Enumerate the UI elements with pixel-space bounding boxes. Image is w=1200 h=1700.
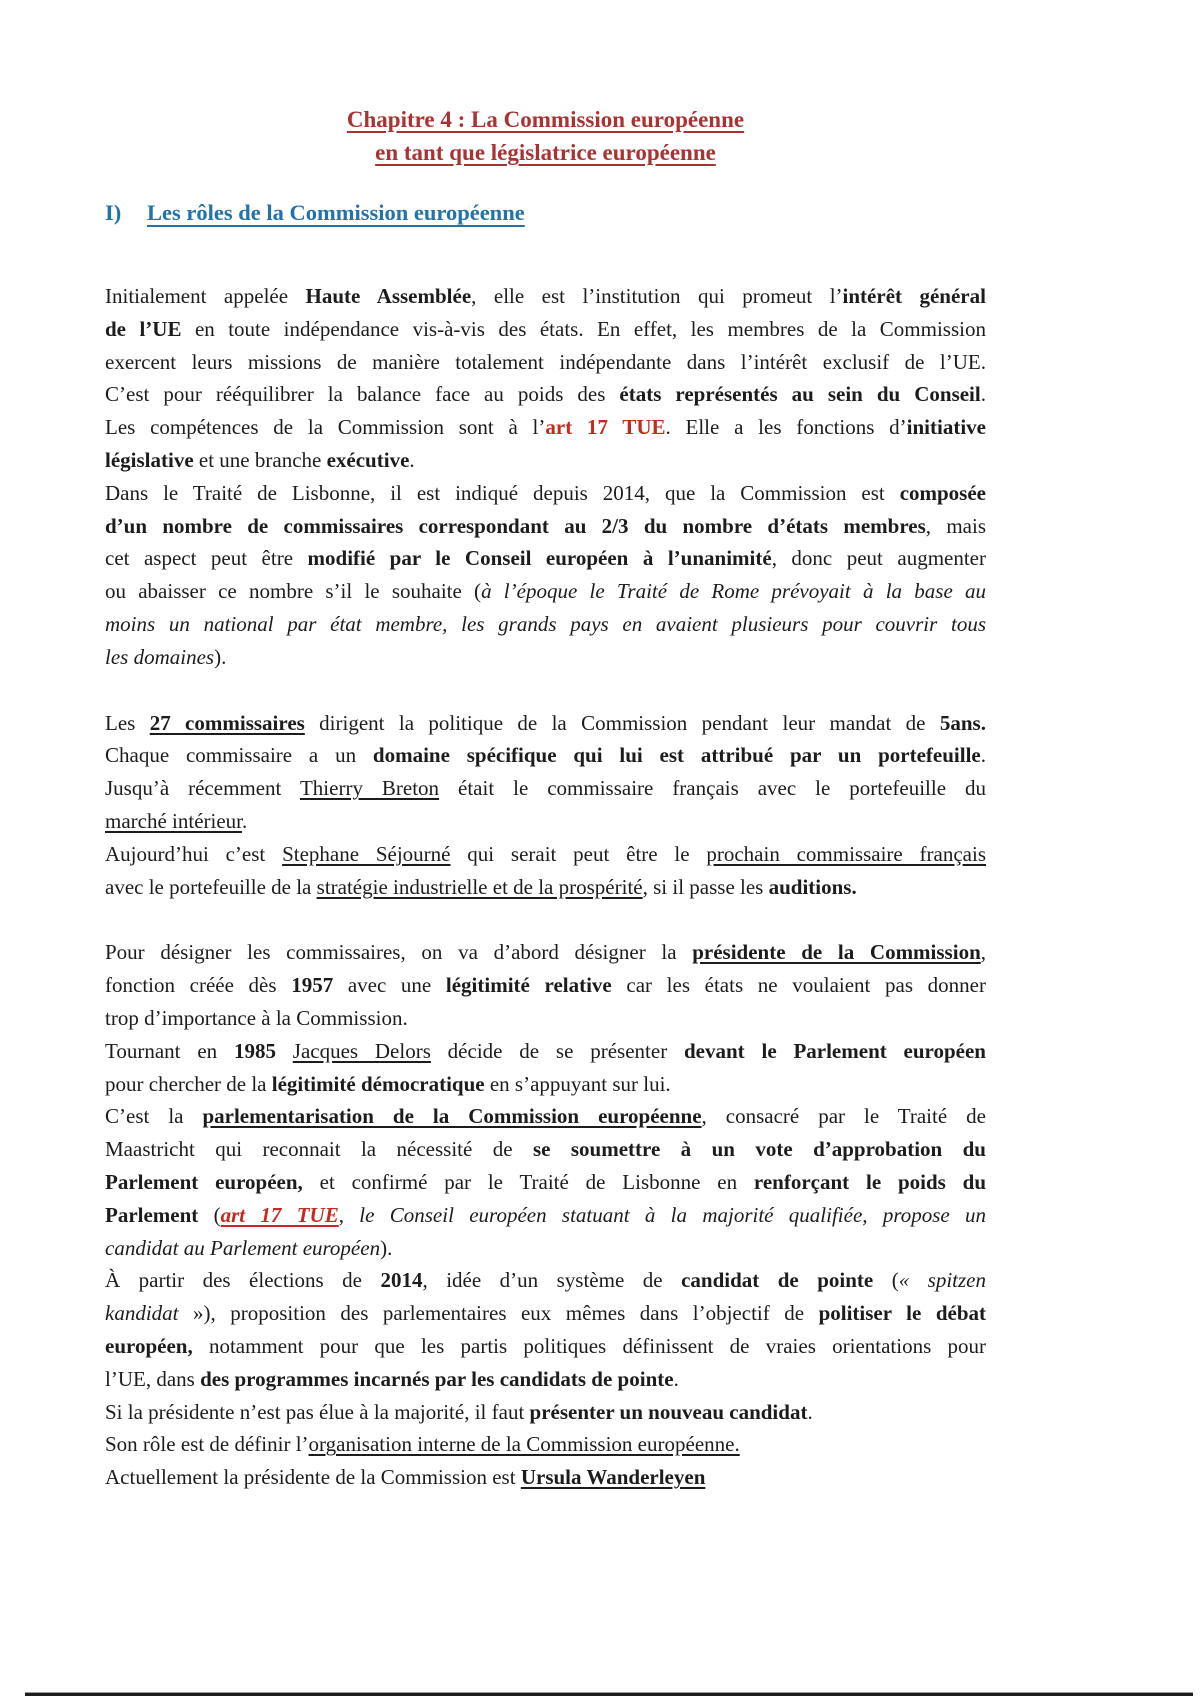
text-run: art 17 TUE bbox=[545, 415, 666, 440]
chapter-title-line-2: en tant que législatrice européenne bbox=[375, 140, 716, 165]
text-run: 5ans. bbox=[939, 710, 986, 735]
text-run: . bbox=[980, 743, 986, 768]
text-run: ou abaisser ce nombre s’il le souhaite ( bbox=[105, 579, 482, 604]
text-run: 2014 bbox=[380, 1268, 423, 1293]
text-run: qui serait peut être le bbox=[450, 841, 707, 866]
text-run: de l’UE bbox=[105, 316, 182, 341]
text-run: organisation interne de la Commission européenne. bbox=[308, 1432, 740, 1457]
text-run: présidente de la Commission bbox=[692, 940, 981, 965]
text-run: européen, bbox=[105, 1333, 193, 1358]
text-line bbox=[105, 1297, 986, 1330]
text-run: Initialement appelée bbox=[105, 284, 306, 308]
text-run: initiative bbox=[906, 415, 986, 440]
chapter-title bbox=[105, 103, 986, 169]
text-run: Actuellement la présidente de la Commission est bbox=[105, 1465, 521, 1490]
text-run: stratégie industrielle et de la prospérité bbox=[316, 874, 643, 899]
text-run: , donc peut augmenter bbox=[771, 546, 986, 571]
text-run: candidat au Parlement européen bbox=[105, 1235, 381, 1260]
text-run: ( bbox=[873, 1268, 899, 1293]
text-run: politiser le débat bbox=[818, 1301, 986, 1326]
text-run: présenter un nouveau candidat bbox=[529, 1399, 808, 1424]
text-line bbox=[105, 707, 986, 740]
text-run: Maastricht qui reconnait la nécessité de bbox=[105, 1137, 533, 1162]
text-run: , bbox=[980, 940, 986, 965]
text-run: , idée d’un système de bbox=[422, 1268, 682, 1293]
text-run: les domaines bbox=[105, 644, 215, 669]
text-line bbox=[105, 1100, 986, 1133]
text-line bbox=[105, 1002, 986, 1035]
text-run: des programmes incarnés par les candidats de pointe bbox=[200, 1366, 674, 1391]
document-body bbox=[105, 280, 986, 1494]
text-run: . bbox=[673, 1366, 679, 1391]
text-run: parlementarisation de la Commission européenne bbox=[202, 1104, 702, 1129]
text-line bbox=[105, 739, 986, 772]
text-run: C’est pour rééquilibrer la balance face au poids des bbox=[105, 382, 620, 407]
text-run: Parlement européen, bbox=[105, 1169, 303, 1194]
text-run: cet aspect peut être bbox=[105, 546, 308, 571]
text-line bbox=[105, 411, 986, 444]
text-run: avec le portefeuille de la bbox=[105, 874, 317, 899]
page-bottom-rule bbox=[25, 1692, 1193, 1696]
paragraph bbox=[105, 280, 986, 674]
text-run: Ursula Wanderleyen bbox=[520, 1465, 706, 1490]
text-line bbox=[105, 1232, 986, 1265]
text-run: »), proposition des parlementaires eux mêmes dans l’objectif de bbox=[178, 1301, 819, 1326]
text-line bbox=[105, 936, 986, 969]
text-run: C’est la bbox=[105, 1104, 203, 1129]
paragraph bbox=[105, 707, 986, 904]
text-line bbox=[105, 1428, 986, 1461]
text-run: Pour désigner les commissaires, on va d’abord désigner la bbox=[105, 940, 693, 965]
text-run: À partir des élections de bbox=[105, 1268, 381, 1293]
text-run: se soumettre à un vote d’approbation du bbox=[532, 1137, 986, 1162]
chapter-title-line-1: Chapitre 4 : La Commission européenne bbox=[346, 107, 745, 132]
text-run: notamment pour que les partis politiques définissent de vraies orientations pour bbox=[192, 1333, 986, 1358]
text-line bbox=[105, 969, 986, 1002]
text-run: Les bbox=[105, 710, 150, 735]
text-line bbox=[105, 1363, 986, 1396]
text-line bbox=[105, 346, 986, 379]
text-run: Chaque commissaire a un bbox=[105, 743, 373, 768]
text-run: Jacques Delors bbox=[292, 1038, 431, 1063]
text-line bbox=[105, 608, 986, 641]
text-run: . bbox=[980, 382, 986, 407]
text-run: à l’époque le Traité de Rome prévoyait à la base au bbox=[481, 579, 987, 604]
section-heading-label: Les rôles de la Commission européenne bbox=[147, 200, 525, 225]
text-run: , si il passe les bbox=[642, 874, 769, 899]
text-run: Jusqu’à récemment bbox=[105, 776, 300, 801]
text-line bbox=[105, 1264, 986, 1297]
text-run: 27 commissaires bbox=[149, 710, 305, 735]
paragraph bbox=[105, 936, 986, 1494]
text-line bbox=[105, 1461, 986, 1494]
text-run: Haute Assemblée bbox=[305, 284, 472, 308]
text-run: légitimité relative bbox=[445, 973, 612, 998]
text-line bbox=[105, 378, 986, 411]
text-run: exécutive bbox=[326, 447, 410, 472]
section-heading bbox=[105, 197, 986, 228]
text-run: ). bbox=[380, 1235, 393, 1260]
text-line bbox=[105, 871, 986, 904]
text-run: ( bbox=[198, 1202, 221, 1227]
text-run: et confirmé par le Traité de Lisbonne en bbox=[302, 1169, 754, 1194]
text-line bbox=[105, 575, 986, 608]
text-run: marché intérieur bbox=[105, 808, 243, 833]
text-line bbox=[105, 1330, 986, 1363]
text-line bbox=[105, 510, 986, 543]
text-run: , mais bbox=[925, 513, 986, 538]
text-run: Les compétences de la Commission sont à l’ bbox=[105, 415, 546, 440]
text-run: d’un nombre de commissaires correspondant au 2/3 du nombre d’états membres bbox=[105, 513, 926, 538]
text-run: prochain commissaire français bbox=[706, 841, 986, 866]
text-run: Si la présidente n’est pas élue à la majorité, il faut bbox=[105, 1399, 530, 1424]
text-run: « spitzen bbox=[898, 1268, 986, 1293]
text-run: car les états ne voulaient pas donner bbox=[611, 973, 986, 998]
text-run: kandidat bbox=[105, 1301, 179, 1326]
text-run: candidat de pointe bbox=[681, 1268, 874, 1293]
text-run: art 17 TUE bbox=[220, 1202, 339, 1227]
text-run: en toute indépendance vis-à-vis des états. En effet, les membres de la Commission bbox=[181, 316, 986, 341]
text-line bbox=[105, 1166, 986, 1199]
text-line bbox=[105, 1068, 986, 1101]
text-run: législative bbox=[105, 447, 194, 472]
text-run: , bbox=[338, 1202, 360, 1227]
text-run: auditions. bbox=[768, 874, 857, 899]
text-run: modifié par le Conseil européen à l’unanimité bbox=[307, 546, 772, 571]
text-line bbox=[105, 444, 986, 477]
text-run: états représentés au sein du Conseil bbox=[619, 382, 981, 407]
text-run: Dans le Traité de Lisbonne, il est indiqué depuis 2014, que la Commission est bbox=[105, 480, 900, 505]
text-run: avec une bbox=[333, 973, 446, 998]
text-run: Thierry Breton bbox=[299, 776, 440, 801]
text-run: . Elle a les fonctions d’ bbox=[665, 415, 907, 440]
text-run: moins un national par état membre, les grands pays en avaient plusieurs pour couvrir tous bbox=[105, 611, 986, 636]
text-line bbox=[105, 772, 986, 805]
text-run: l’UE, dans bbox=[105, 1366, 201, 1391]
text-run: légitimité démocratique bbox=[271, 1071, 485, 1096]
text-run: devant le Parlement européen bbox=[684, 1038, 986, 1063]
text-line bbox=[105, 542, 986, 575]
text-run: ). bbox=[214, 644, 227, 669]
text-line bbox=[105, 1035, 986, 1068]
text-run: . bbox=[242, 808, 248, 833]
text-run: 1985 bbox=[233, 1038, 276, 1063]
text-run: Tournant en bbox=[105, 1038, 234, 1063]
text-run: Stephane Séjourné bbox=[282, 841, 451, 866]
text-line bbox=[105, 1396, 986, 1429]
text-run: pour chercher de la bbox=[105, 1071, 272, 1096]
text-column bbox=[105, 0, 986, 1494]
text-run: intérêt général bbox=[842, 284, 986, 308]
text-run: . bbox=[409, 447, 415, 472]
text-run: 1957 bbox=[291, 973, 334, 998]
text-line bbox=[105, 313, 986, 346]
text-run: décide de se présenter bbox=[430, 1038, 684, 1063]
text-run: composée bbox=[899, 480, 986, 505]
text-run: , elle est l’institution qui promeut l’ bbox=[471, 284, 843, 308]
text-line bbox=[105, 1133, 986, 1166]
text-run: . bbox=[807, 1399, 813, 1424]
text-line bbox=[105, 280, 986, 313]
text-line bbox=[105, 805, 986, 838]
text-run: exercent leurs missions de manière totalement indépendante dans l’intérêt exclusif de l’UE. bbox=[105, 349, 986, 374]
text-run: dirigent la politique de la Commission pendant leur mandat de bbox=[304, 710, 940, 735]
text-run: Son rôle est de définir l’ bbox=[105, 1432, 309, 1457]
text-line bbox=[105, 838, 986, 871]
text-run: Parlement bbox=[105, 1202, 199, 1227]
text-run: était le commissaire français avec le portefeuille du bbox=[439, 776, 986, 801]
section-numeral: I) bbox=[105, 200, 122, 225]
text-run: le Conseil européen statuant à la majorité qualifiée, propose un bbox=[359, 1202, 987, 1227]
text-run: domaine spécifique qui lui est attribué par un portefeuille bbox=[372, 743, 981, 768]
text-run: trop d’importance à la Commission. bbox=[105, 1005, 408, 1030]
text-run bbox=[276, 1039, 293, 1063]
text-line bbox=[105, 1199, 986, 1232]
text-run: en s’appuyant sur lui. bbox=[484, 1071, 671, 1096]
text-run: fonction créée dès bbox=[105, 973, 292, 998]
text-run: renforçant le poids du bbox=[753, 1169, 987, 1194]
text-run: , consacré par le Traité de bbox=[701, 1104, 986, 1129]
text-line bbox=[105, 641, 986, 674]
text-run: et une branche bbox=[193, 447, 327, 472]
text-line bbox=[105, 477, 986, 510]
text-run: Aujourd’hui c’est bbox=[105, 841, 283, 866]
